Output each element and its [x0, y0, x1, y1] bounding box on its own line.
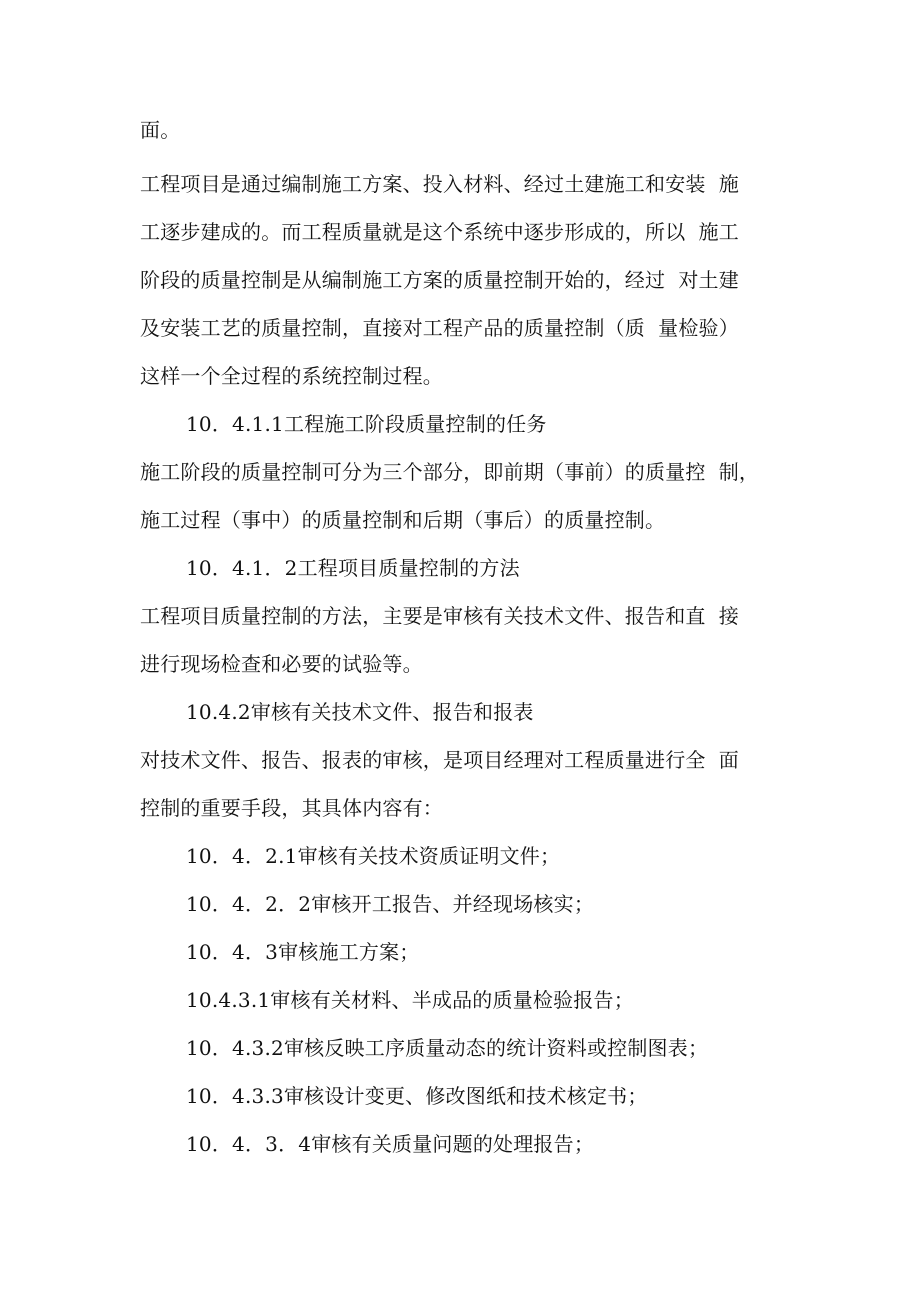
- list-item: 10．4．2．2审核开工报告、并经现场核实；: [186, 892, 595, 916]
- section-heading: 10.4.2审核有关技术文件、报告和报表: [186, 700, 534, 724]
- paragraph-line: 控制的重要手段，其具体内容有：: [140, 796, 443, 820]
- list-item: 10.4.3.1审核有关材料、半成品的质量检验报告；: [186, 988, 634, 1012]
- section-heading: 10．4.1．2工程项目质量控制的方法: [186, 556, 520, 580]
- paragraph-line: 工逐步建成的。而工程质量就是这个系统中逐步形成的，所以 施工: [140, 220, 739, 244]
- paragraph-line: 施工过程（事中）的质量控制和后期（事后）的质量控制。: [140, 508, 666, 532]
- paragraph-line: 工程项目是通过编制施工方案、投入材料、经过土建施工和安装 施: [140, 172, 739, 196]
- list-item: 10．4．2.1审核有关技术资质证明文件；: [186, 844, 561, 868]
- list-item: 10．4.3.3审核设计变更、修改图纸和技术核定书；: [186, 1084, 648, 1108]
- paragraph-line: 进行现场检查和必要的试验等。: [140, 652, 423, 676]
- list-item: 10．4．3．4审核有关质量问题的处理报告；: [186, 1132, 595, 1156]
- list-item: 10．4.3.2审核反映工序质量动态的统计资料或控制图表；: [186, 1036, 709, 1060]
- list-item: 10．4．3审核施工方案；: [186, 940, 420, 964]
- paragraph-line-continuation: 面。: [140, 118, 181, 142]
- paragraph-line: 工程项目质量控制的方法，主要是审核有关技术文件、报告和直 接: [140, 604, 739, 628]
- section-heading: 10．4.1.1工程施工阶段质量控制的任务: [186, 412, 547, 436]
- paragraph-line: 对技术文件、报告、报表的审核，是项目经理对工程质量进行全 面: [140, 748, 739, 772]
- paragraph-line: 施工阶段的质量控制可分为三个部分，即前期（事前）的质量控 制，: [140, 460, 760, 484]
- paragraph-line: 及安装工艺的质量控制，直接对工程产品的质量控制（质 量检验）: [140, 316, 739, 340]
- paragraph-line: 这样一个全过程的系统控制过程。: [140, 364, 443, 388]
- paragraph-line: 阶段的质量控制是从编制施工方案的质量控制开始的，经过 对土建: [140, 268, 739, 292]
